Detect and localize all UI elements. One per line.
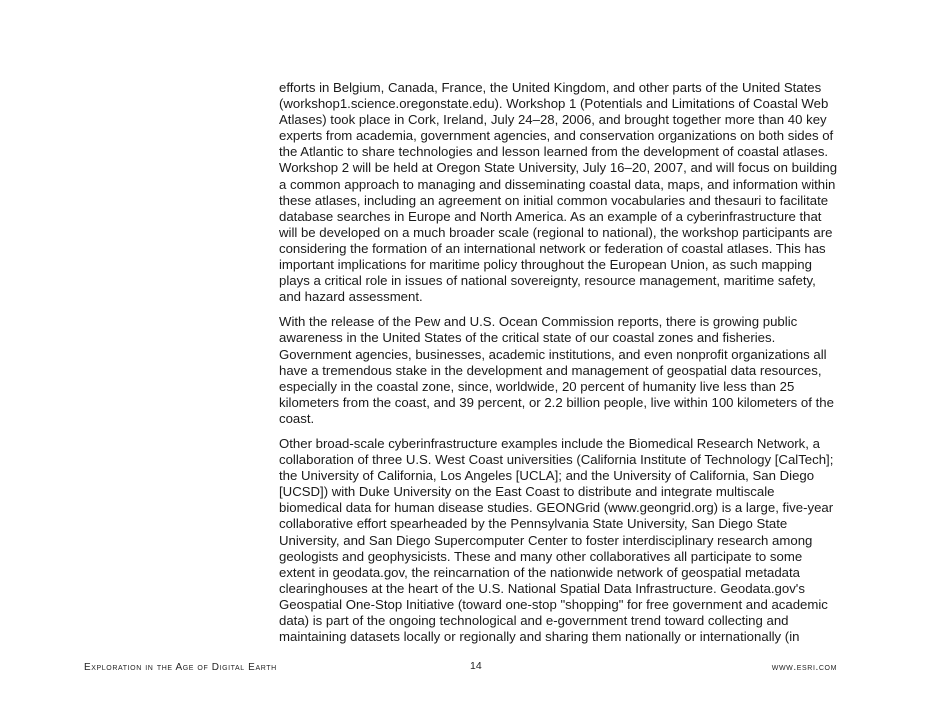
paragraph-2: With the release of the Pew and U.S. Ocean Commission reports, there is growing public awareness in the United States of the critical state of our coastal zones and fisheries. Government agencies, businesses, academic institutions, and even nonprofit organizations all have a tremendous stake in the development and management of geospatial data resources, especially in the coastal zone, since, worldwide, 20 percent of humanity live less than 25 kilometers from the coast, and 39 percent, or 2.2 billion people, live within 100 kilometers of the coast. — [279, 314, 834, 426]
footer-publication-title: Exploration in the Age of Digital Earth — [84, 662, 277, 673]
paragraph-1: efforts in Belgium, Canada, France, the United Kingdom, and other parts of the United States (workshop1.science.oregonstate.edu). Workshop 1 (Potentials and Limitations of Coastal Web Atlases) took place in Cork, Ireland, July 24–28, 2006, and brought together more than 40 key experts from academia, government agencies, and conservation organizations on both sides of the Atlantic to share technologies and lesson learned from the development of coastal atlases. Workshop 2 will be held at Oregon State University, July 16–20, 2007, and will focus on building a common approach to managing and disseminating coastal data, maps, and information within these atlases, including an agreement on initial common vocabularies and thesauri to facilitate database searches in Europe and North America. As an example of a cyberinfrastructure that will be developed on a much broader scale (regional to national), the workshop participants are considering the formation of an international network or federation of coastal atlases. This has important implications for maritime policy throughout the European Union, as such mapping plays a critical role in issues of national sovereignty, resource management, maritime safety, and hazard assessment. — [279, 80, 838, 305]
body-column — [279, 80, 839, 654]
footer-website-link[interactable]: www.esri.com — [771, 662, 837, 673]
page-number: 14 — [470, 660, 482, 672]
page-footer — [0, 660, 942, 676]
paragraph-3: Other broad-scale cyberinfrastructure examples include the Biomedical Research Network, a collaboration of three U.S. West Coast universities (California Institute of Technology [CalTech]; the University of California, Los Angeles [UCLA]; and the University of California, San Diego [UCSD]) with Duke University on the East Coast to distribute and integrate multiscale biomedical data for human disease studies. GEONGrid (www.geongrid.org) is a large, five-year collaborative effort spearheaded by the Pennsylvania State University, San Diego State University, and San Diego Supercomputer Center to foster interdisciplinary research among geologists and geophysicists. These and many other collaboratives all participate to some extent in geodata.gov, the reincarnation of the nationwide network of geospatial metadata clearinghouses at the heart of the U.S. National Spatial Data Infrastructure. Geodata.gov's Geospatial One-Stop Initiative (toward one-stop "shopping" for free government and academic data) is part of the ongoing technological and e-government trend toward collecting and maintaining datasets locally or regionally and sharing them nationally or internationally (in — [279, 435, 834, 645]
